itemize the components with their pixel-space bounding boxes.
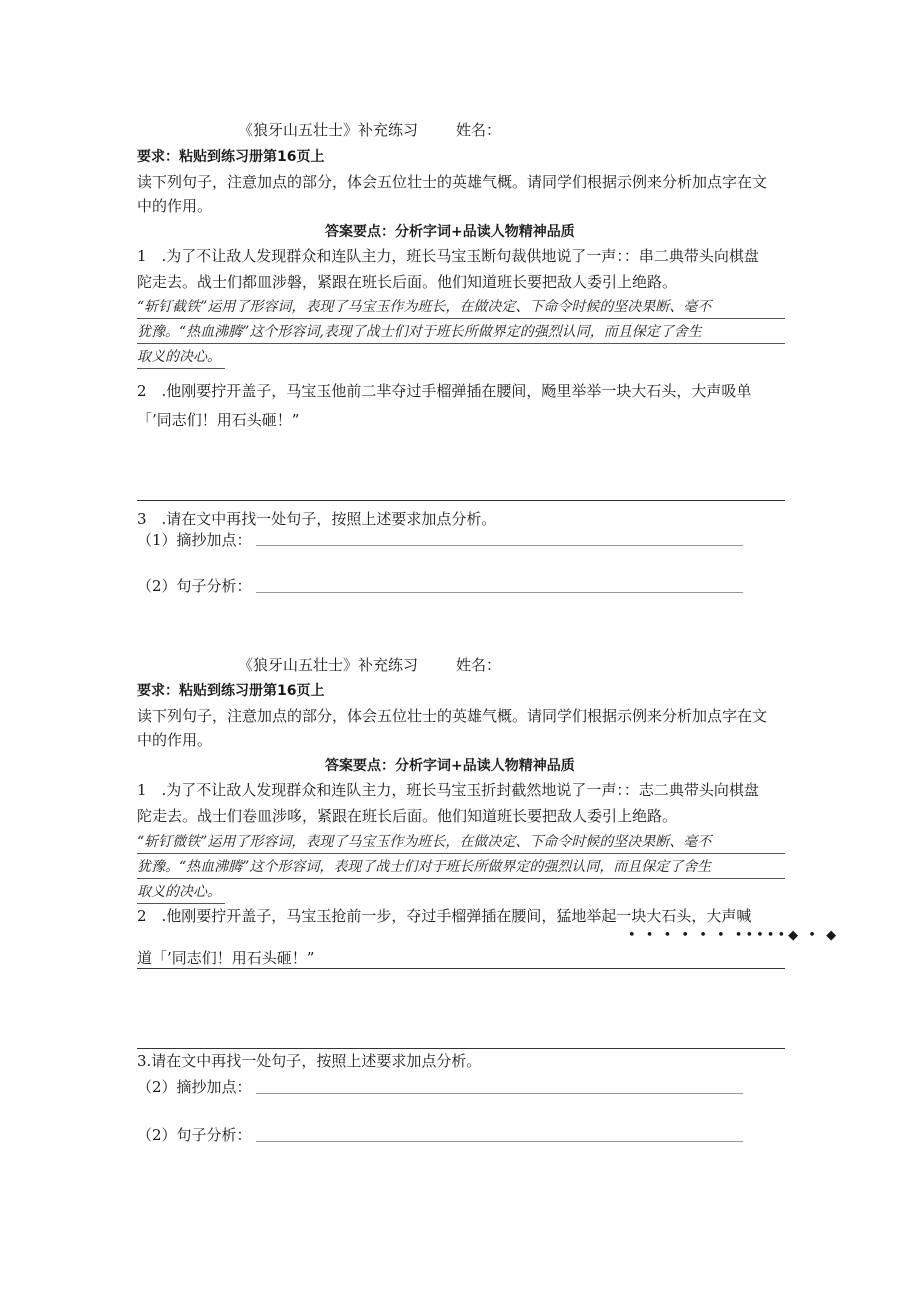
analysis-label: （2）句子分析： xyxy=(137,1126,252,1144)
intro-line-1: 读下列句子，注意加点的部分，体会五位壮士的英雄气概。请同学们根据示例来分析加点字在文 xyxy=(137,707,768,725)
intro-line-2: 中的作用。 xyxy=(137,197,213,215)
excerpt-blank-line[interactable] xyxy=(256,545,743,546)
question-3: 3 .请在文中再找一处句子，按照上述要求加点分析。 xyxy=(137,510,497,528)
answer-key-heading: 答案要点：分析字词+品读人物精神品质 xyxy=(325,758,575,774)
handwritten-answer-line-1: “斩钉微铁”运用了形容词，表现了马宝玉作为班长，在做决定、下命令时候的坚决果断、毫不 xyxy=(137,834,712,850)
intro-line-1: 读下列句子，注意加点的部分，体会五位壮士的英雄气概。请同学们根据示例来分析加点字在文 xyxy=(137,173,768,191)
answer-underline xyxy=(137,903,225,904)
question-1-line-2: 陀走去。战士们都皿涉磐，紧跟在班长后面。他们知道班长要把敌人委引上绝路。 xyxy=(137,273,678,291)
question-2-line-1: 2 .他刚要拧开盖子，马宝玉抢前一步，夺过手榴弹插在腰间，猛地举起一块大石头，大声喊 xyxy=(137,907,752,925)
handwritten-answer-line-2: 犹豫。“热血沸腾”这个形容词,表现了战士们对于班长所做界定的强烈认同，而且保定了舍生 xyxy=(137,324,702,340)
requirement: 要求：粘贴到练习册第16页上 xyxy=(137,683,325,699)
question-2-line-2: 道「’同志们！用石头砸！” xyxy=(137,949,315,967)
intro-line-2: 中的作用。 xyxy=(137,731,213,749)
emphasis-dots: • • • • • • •••••◆ • ◆ xyxy=(628,928,840,943)
answer-area-divider xyxy=(137,968,785,969)
analysis-label: （2）句子分析： xyxy=(137,577,252,595)
handwritten-answer-line-1: “斩钉截铁”运用了形容词，表现了马宝玉作为班长，在做决定、下命令时候的坚决果断、毫不 xyxy=(137,299,712,315)
answer-area-divider xyxy=(137,1048,785,1049)
question-1-line-2: 陀走去。战士们卷皿涉哆，紧跟在班长后面。他们知道班长要把敌人委引上绝路。 xyxy=(137,807,678,825)
analysis-blank-line[interactable] xyxy=(256,592,743,593)
handwritten-answer-line-2: 犹豫。“热血沸腾”这个形容词，表现了战士们对于班长所做界定的强烈认同，而且保定了舍生 xyxy=(137,859,712,875)
answer-underline xyxy=(137,853,785,854)
answer-area-divider xyxy=(137,500,785,501)
question-3: 3.请在文中再找一处句子，按照上述要求加点分析。 xyxy=(137,1052,482,1070)
answer-underline xyxy=(137,368,225,369)
handwritten-answer-line-3: 取义的决心。 xyxy=(137,884,221,900)
question-2-line-2: 「’同志们！用石头砸！” xyxy=(137,411,300,429)
name-label: 姓名： xyxy=(456,121,502,139)
question-1-line-1: 1 .为了不让敌人发现群众和连队主力，班长马宝玉断句裁供地说了一声：：串二典带头向棋盘 xyxy=(137,247,759,265)
answer-underline xyxy=(137,318,785,319)
name-label: 姓名： xyxy=(456,656,502,674)
question-1-line-1: 1 .为了不让敌人发现群众和连队主力，班长马宝玉折封截然地说了一声：：志二典带头向棋盘 xyxy=(137,781,759,799)
answer-underline xyxy=(137,878,785,879)
requirement: 要求：粘贴到练习册第16页上 xyxy=(137,149,325,165)
worksheet-title: 《狼牙山五壮士》补充练习 xyxy=(238,121,419,139)
question-2-line-1: 2 .他刚要拧开盖子，马宝玉他前二芈夺过手榴弹插在腰间，飏里举举一块大石头，大声吸单 xyxy=(137,382,752,400)
answer-underline xyxy=(137,343,785,344)
excerpt-label: （1）摘抄加点： xyxy=(137,531,252,549)
excerpt-blank-line[interactable] xyxy=(256,1093,743,1094)
worksheet-title: 《狼牙山五壮士》补充练习 xyxy=(238,656,419,674)
analysis-blank-line[interactable] xyxy=(256,1141,743,1142)
handwritten-answer-line-3: 取义的决心。 xyxy=(137,349,221,365)
excerpt-label: （2）摘抄加点： xyxy=(137,1078,252,1096)
answer-key-heading: 答案要点：分析字词+品读人物精神品质 xyxy=(325,224,575,240)
